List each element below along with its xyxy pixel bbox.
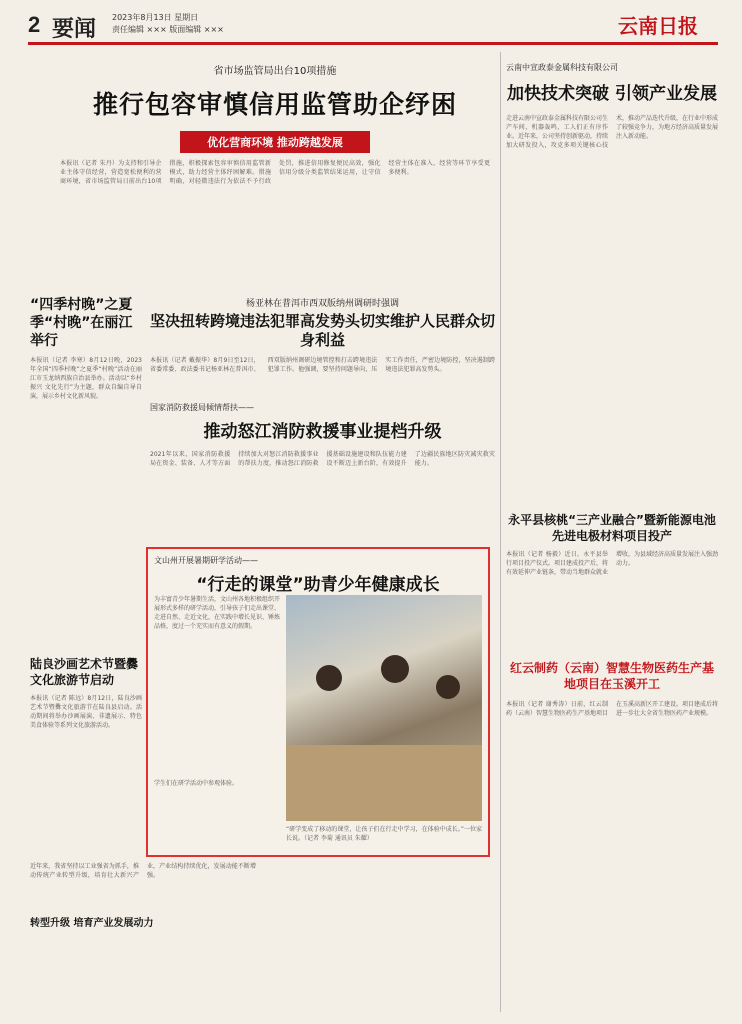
security-headline: 坚决扭转跨境违法犯罪高发势头切实维护人民群众切身利益 <box>150 312 496 349</box>
pharma-headline: 红云制药（云南）智慧生物医药生产基地项目在玉溪开工 <box>509 661 714 691</box>
column-divider <box>500 52 501 1012</box>
date-line: 2023年8月13日 星期日 <box>112 13 199 22</box>
village-article <box>30 296 142 648</box>
main-article <box>60 62 490 287</box>
masthead-logo: 云南日报 <box>618 14 698 38</box>
pharma-article <box>506 660 718 1010</box>
table-surface <box>286 745 482 821</box>
section-title: 要闻 <box>52 17 97 42</box>
page-header <box>0 0 742 52</box>
security-body: 本报讯（记者 戴振华）8月9日至12日，省委常委、政法委书记杨亚林在普洱市、西双版纳州调研边境管控和打击跨境违法犯罪工作。他强调，要坚持问题导向，压实工作责任，严密边境防控，坚决遏制跨境违法犯罪高发势头。 <box>150 357 495 373</box>
child-figure <box>436 675 460 699</box>
energy-article <box>506 512 718 642</box>
metal-headline: 加快技术突破 引领产业发展 <box>507 84 717 104</box>
metal-article <box>506 62 718 502</box>
energy-headline: 永平县核桃“三产业融合”暨新能源电池先进电极材料项目投产 <box>508 513 716 543</box>
security-article <box>150 296 495 394</box>
rescue-kicker: 国家消防救援局倾情帮扶—— <box>150 403 254 412</box>
study-headline: “行走的课堂”助青少年健康成长 <box>196 575 440 595</box>
village-body: 本报讯（记者 李寒）8月12日晚，2023年全国“四季村晚”之夏季“村晚”活动在丽江市玉龙纳西族自治县举办。活动以“乡村振兴 文化先行”为主题，群众自编自导自演，展示乡村文化新风貌。 <box>30 357 142 400</box>
metal-body: 走进云南中宣政泰金属科技有限公司生产车间，机器轰鸣，工人们正有序作业。近年来，公司坚持创新驱动，持续加大研发投入，攻克多项关键核心技术，推动产品迭代升级，在行业中形成了较强竞争力，为地方经济高质量发展注入新动能。 <box>506 115 718 149</box>
study-kicker: 文山州开展暑期研学活动—— <box>154 556 258 565</box>
study-photo <box>286 595 482 821</box>
editor-line: 责任编辑 ××× 版面编辑 ××× <box>112 25 224 34</box>
rescue-article <box>150 402 495 542</box>
child-figure <box>316 665 342 691</box>
main-kicker: 省市场监管局出台10项措施 <box>213 66 337 77</box>
pharma-body: 本报讯（记者 谢秀涛）日前，红云制药（云南）智慧生物医药生产基地项目在玉溪高新区开工建设。项目建成后将进一步壮大全省生物医药产业规模。 <box>506 701 718 717</box>
study-tour-article <box>146 547 490 857</box>
security-kicker: 杨亚林在普洱市西双版纳州调研时强调 <box>245 299 399 309</box>
industry-article <box>30 862 490 1012</box>
main-headline: 推行包容审慎信用监管助企纾困 <box>92 90 457 119</box>
sandpaint-body: 本报讯（记者 陈远）8月12日，陆良沙画艺术节暨爨文化旅游节在陆良县启动。活动期间将举办沙画展演、非遗展示、特色美食体验等系列文化旅游活动。 <box>30 695 142 729</box>
sandpaint-headline: 陆良沙画艺术节暨爨文化旅游节启动 <box>30 657 139 687</box>
rescue-body: 2021年以来，国家消防救援局在资金、装备、人才等方面持续加大对怒江消防救援事业的帮扶力度，推动怒江消防救援基础设施建设和队伍能力建设不断迈上新台阶，有效提升了边疆民族地区防灾减灾救灾能力。 <box>150 451 495 467</box>
main-band: 优化营商环境 推动跨越发展 <box>180 131 370 153</box>
sandpaint-article <box>30 656 142 856</box>
industry-headline: 转型升级 培育产业发展动力 <box>30 918 154 929</box>
header-rule <box>28 42 718 45</box>
main-body: 本报讯（记者 朱丹）为支持和引导企业主体守信经营，营造宽松便利的营商环境，省市场监管局日前出台10项措施，积极探索包容审慎信用监管新模式，助力经营主体纾困解难。措施明确，对轻微违法行为依法不予行政处罚，推进信用修复便民高效，强化信用分级分类监管结果运用，让守信经营主体在准入、经营等环节享受更多便利。 <box>60 160 490 185</box>
study-tail: “研学变成了移动的课堂，让孩子们在行走中学习，在体验中成长。”一位家长说。（记者 李菊 通讯员 朱耀） <box>286 826 482 842</box>
child-figure <box>381 655 409 683</box>
study-caption: 学生们在研学活动中参观体验。 <box>154 780 239 787</box>
rescue-headline: 推动怒江消防救援事业提档升级 <box>203 422 442 442</box>
metal-kicker: 云南中宣政泰金属科技有限公司 <box>506 63 618 72</box>
page-number: 2 <box>28 12 41 37</box>
village-headline: “四季村晚”之夏季“村晚”在丽江举行 <box>30 297 133 349</box>
study-body: 为丰富青少年暑期生活，文山州各地积极组织开展形式多样的研学活动，引导孩子们走出课堂、走进自然、走近文化，在实践中增长见识、锤炼品格，度过一个充实而有意义的假期。 <box>154 596 280 630</box>
industry-body: 近年来，我省坚持以工业强省为抓手，推动传统产业转型升级，培育壮大新兴产业，产业结构持续优化，发展动能不断增强。 <box>30 863 256 879</box>
energy-body: 本报讯（记者 杨毅）近日，永平县举行项目投产仪式。项目建成投产后，将有效延伸产业链条，带动当地群众就业增收，为县域经济高质量发展注入强劲动力。 <box>506 551 718 576</box>
